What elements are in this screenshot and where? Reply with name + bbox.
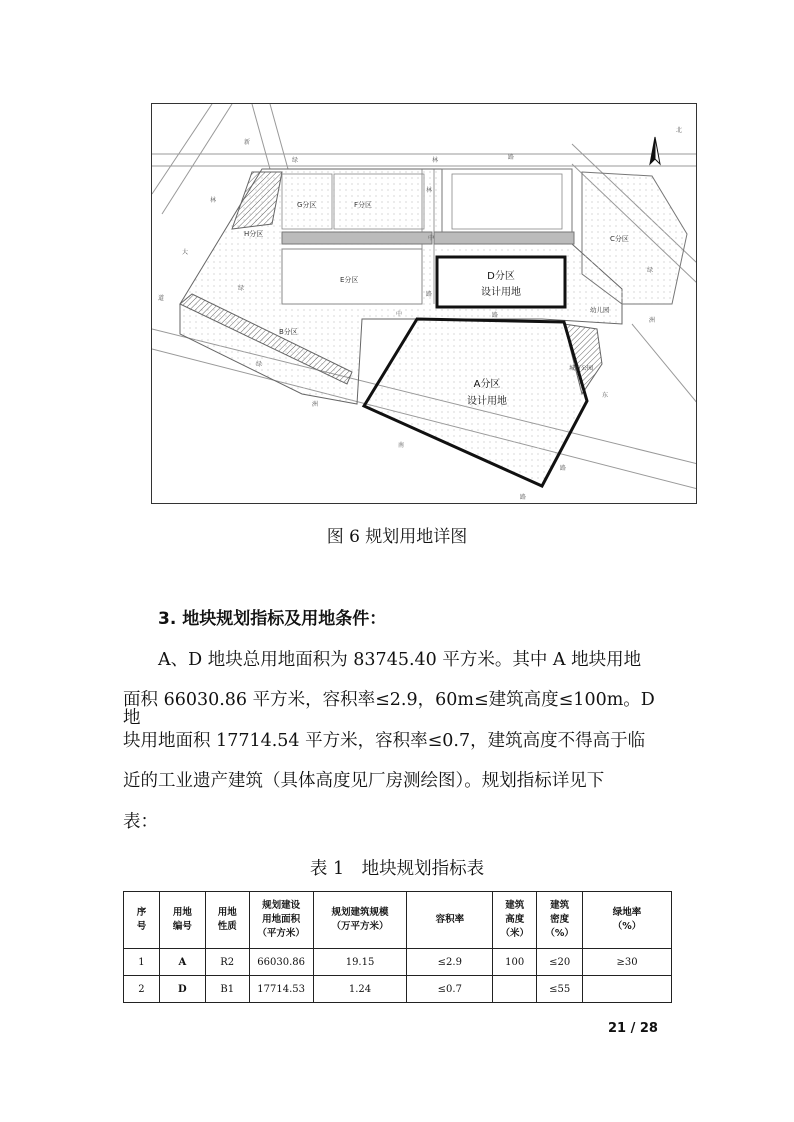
road-char: 新 (244, 139, 251, 146)
zone-b-label: B分区 (279, 328, 298, 336)
page-number: 21 / 28 (608, 1021, 658, 1036)
road-char: 路 (492, 312, 499, 319)
road-char: 大 (182, 249, 189, 256)
site-plan-map (151, 103, 697, 504)
section-heading: 3. 地块规划指标及用地条件： (158, 609, 387, 629)
table-cell: ≥30 (583, 949, 672, 976)
header-cell: 用地 编号 (159, 892, 205, 949)
road-char: 林 (432, 157, 439, 164)
zone-f-label: F分区 (354, 201, 373, 209)
table-cell: 66030.86 (249, 949, 313, 976)
road-char: 林 (210, 197, 217, 204)
header-cell: 建筑 高度 （米） (493, 892, 537, 949)
road-char: 中 (396, 311, 403, 318)
zone-d-subtitle: 设计用地 (481, 287, 521, 298)
header-cell: 序 号 (124, 892, 160, 949)
table-cell: ≤55 (537, 976, 583, 1003)
table-cell (583, 976, 672, 1003)
table-header-row (124, 892, 672, 949)
road-char: 道 (158, 295, 165, 302)
road-char: 洲 (312, 401, 319, 408)
zone-e-label: E分区 (340, 276, 359, 284)
paragraph-line: 表： (123, 812, 158, 832)
road-char: 南 (398, 442, 405, 449)
paragraph-line: 近的工业遗产建筑（具体高度见厂房测绘图）。规划指标详见下 (123, 771, 605, 791)
header-cell: 绿地率 （%） (583, 892, 672, 949)
road-char: 绿 (256, 361, 263, 368)
planning-indicator-table (123, 891, 672, 1003)
table-cell: A (159, 949, 205, 976)
table-cell (493, 976, 537, 1003)
figure-caption: 图 6 规划用地详图 (326, 527, 468, 547)
table-cell: 1 (124, 949, 160, 976)
table-cell: 2 (124, 976, 160, 1003)
road-char: 绿 (647, 267, 654, 274)
road-char: 路 (560, 465, 567, 472)
zone-h-label: H分区 (244, 230, 264, 238)
header-cell: 建筑 密度 （%） (537, 892, 583, 949)
table-row (124, 976, 672, 1003)
road-char: 洲 (649, 317, 656, 324)
zone-a-subtitle: 设计用地 (467, 396, 507, 407)
north-label: 北 (676, 127, 683, 134)
table-cell: 1.24 (313, 976, 407, 1003)
zone-d-name: D分区 (487, 271, 515, 282)
table-title: 表 1 地块规划指标表 (309, 859, 485, 879)
zone-kindergarten-label: 幼儿园 (590, 306, 610, 314)
table-cell: R2 (205, 949, 249, 976)
header-cell: 规划建筑规模 （万平方米） (313, 892, 407, 949)
table-cell: ≤2.9 (407, 949, 493, 976)
table-cell: ≤20 (537, 949, 583, 976)
header-cell: 容积率 (407, 892, 493, 949)
header-cell: 用地 性质 (205, 892, 249, 949)
table-cell: 19.15 (313, 949, 407, 976)
table-cell: ≤0.7 (407, 976, 493, 1003)
paragraph-line: 块用地面积 17714.54 平方米，容积率≤0.7，建筑高度不得高于临 (123, 731, 646, 751)
road-char: 中 (428, 235, 435, 242)
site-plan-drawing (152, 104, 697, 504)
road-char: 路 (426, 291, 433, 298)
zone-g-label: G分区 (297, 201, 317, 209)
table-cell: 100 (493, 949, 537, 976)
road-char: 林 (426, 187, 433, 194)
road-char: 绿 (292, 157, 299, 164)
road-char: 路 (520, 494, 527, 501)
table-cell: 17714.53 (249, 976, 313, 1003)
zone-a-name: A分区 (473, 379, 501, 390)
paragraph-line: 面积 66030.86 平方米，容积率≤2.9，60m≤建筑高度≤100m。D 地 (123, 690, 655, 728)
road-char: 东 (602, 392, 609, 399)
header-cell: 规划建设 用地面积 （平方米） (249, 892, 313, 949)
table-cell: B1 (205, 976, 249, 1003)
table-row (124, 949, 672, 976)
zone-c-label: C分区 (610, 235, 629, 243)
table-cell: D (159, 976, 205, 1003)
road-char: 绿 (238, 285, 245, 292)
paragraph-line: A、D 地块总用地面积为 83745.40 平方米。其中 A 地块用地 (158, 650, 642, 670)
road-char: 路 (508, 154, 515, 161)
zone-park-label: 城市公园 (569, 365, 594, 372)
